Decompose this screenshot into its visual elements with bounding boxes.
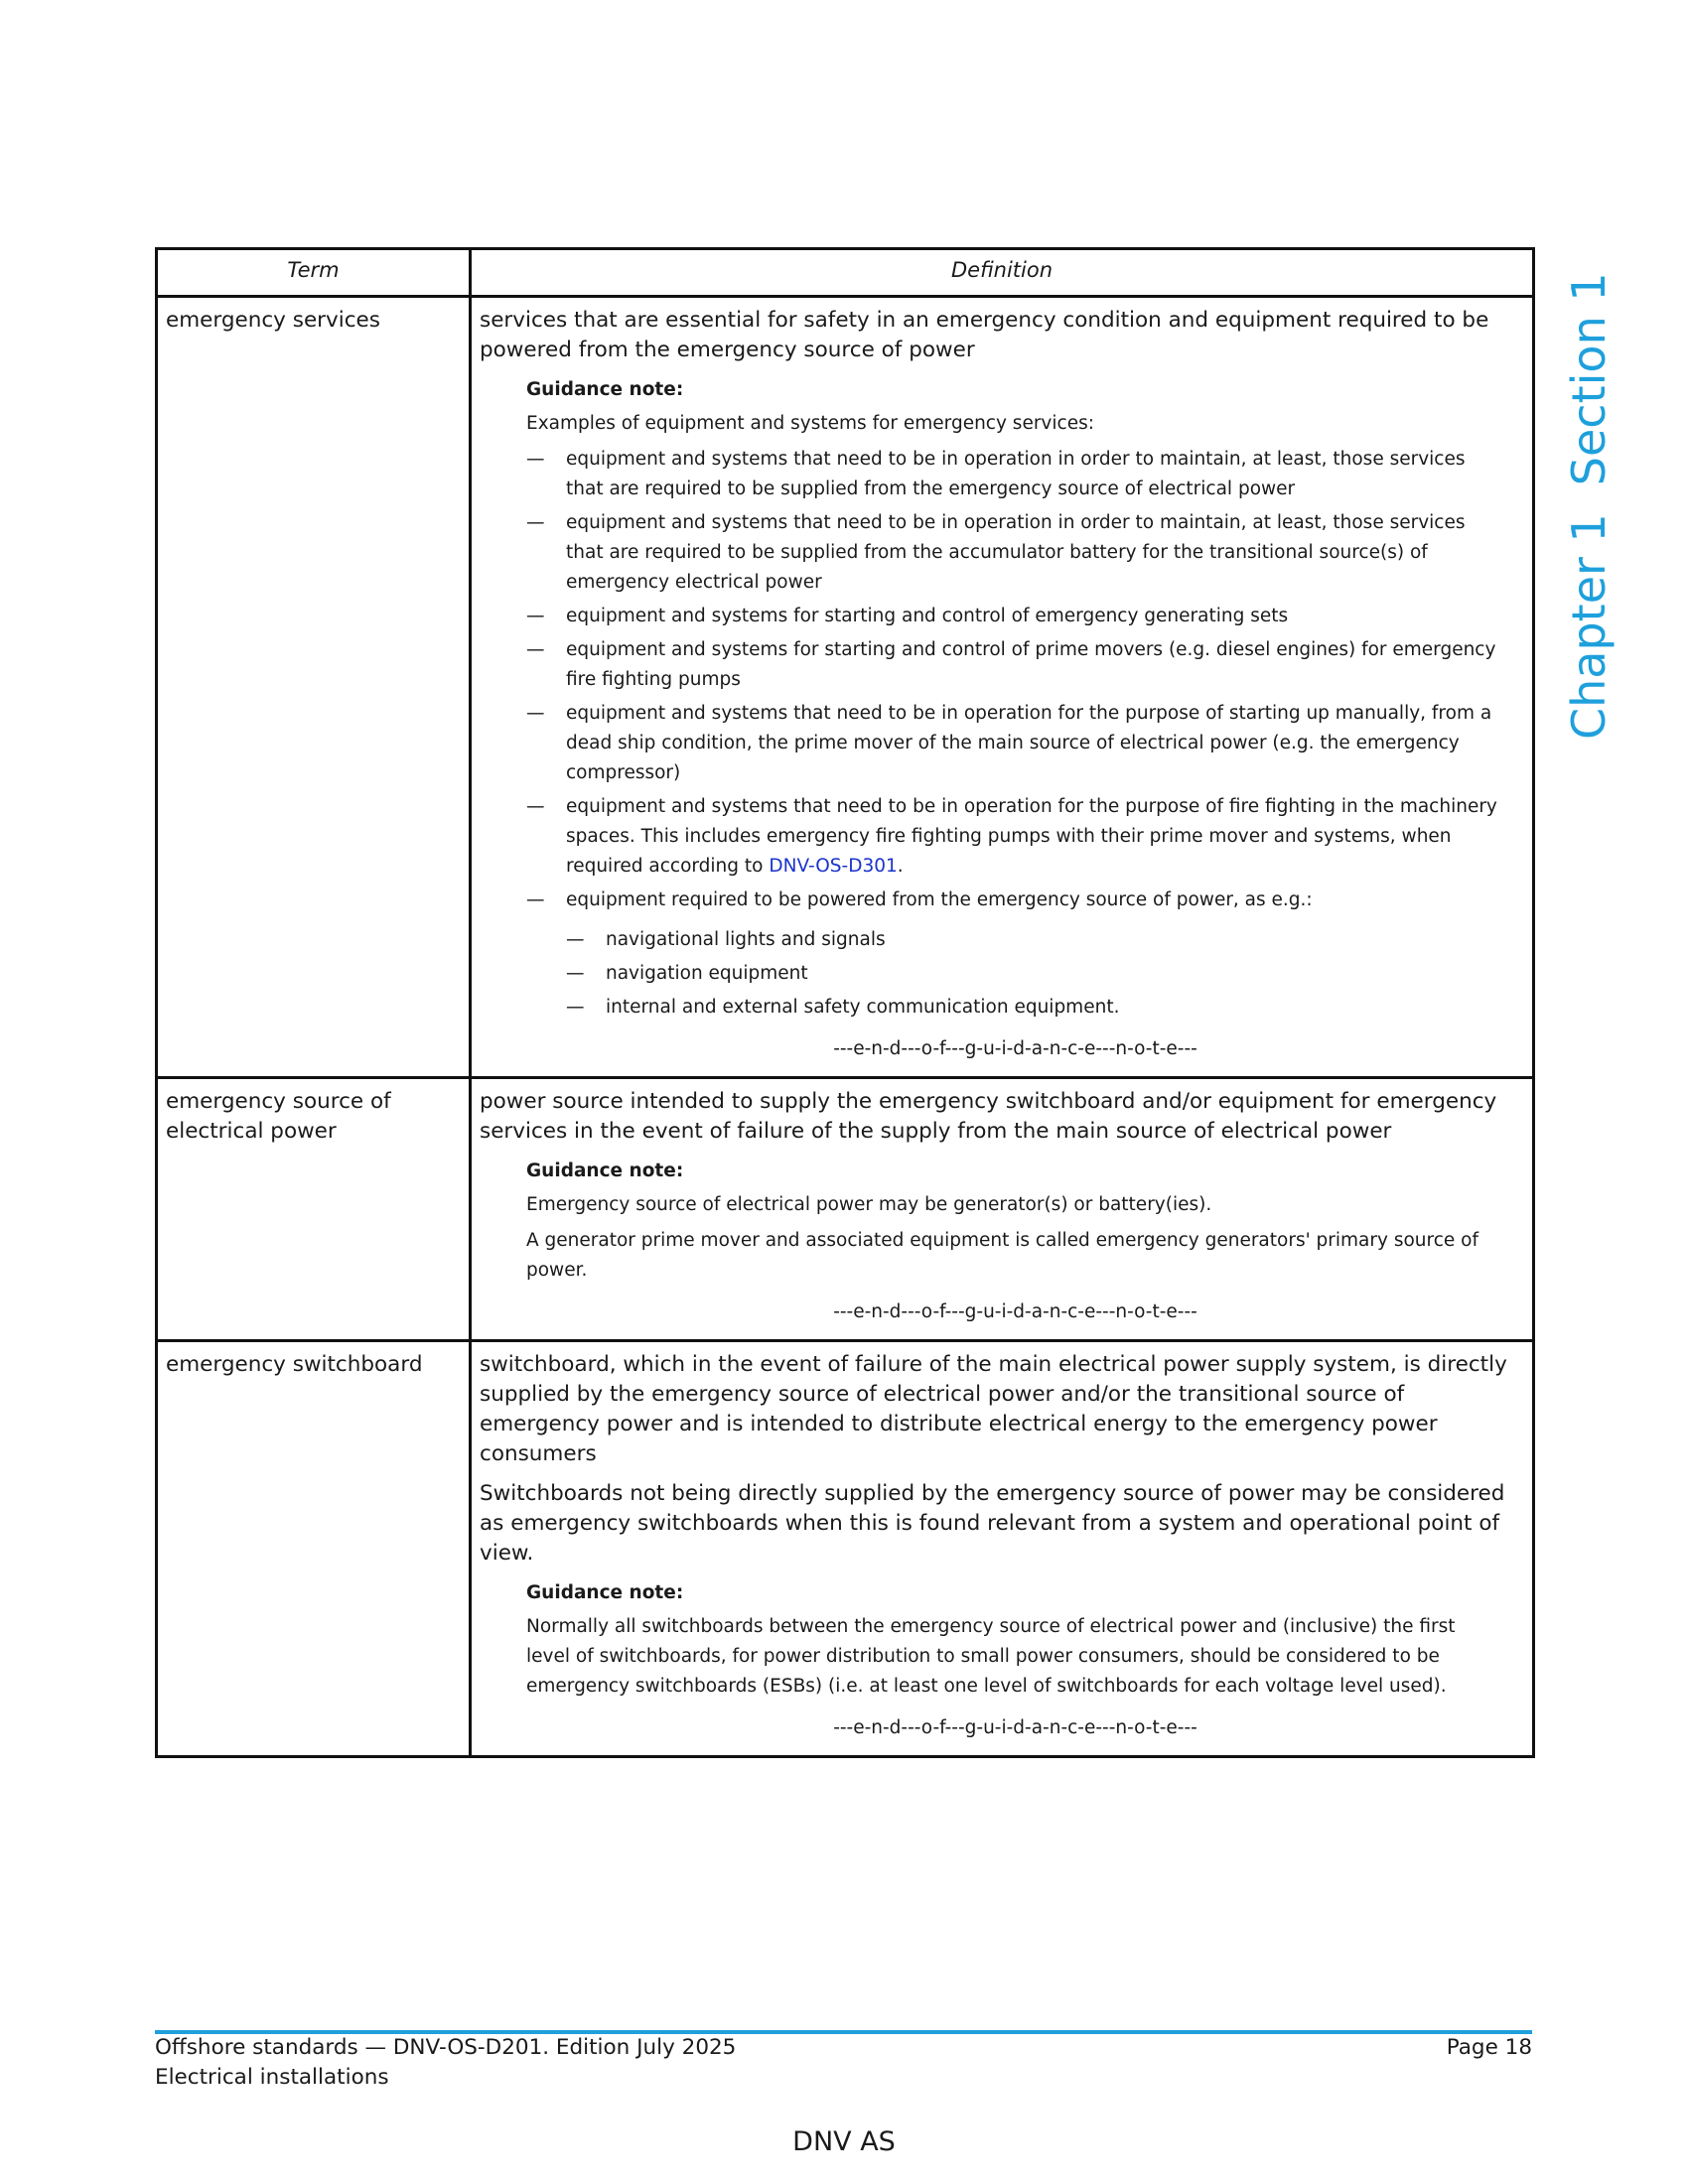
guidance-note: [526, 375, 1504, 1064]
term-cell: emergency source of electrical power: [157, 1078, 471, 1341]
guidance-sublist: [566, 925, 1504, 1023]
guidance-note: [526, 1578, 1504, 1743]
dnv-os-d301-link[interactable]: DNV-OS-D301: [769, 856, 898, 877]
guidance-title: Guidance note:: [526, 1160, 684, 1181]
footer-page-number: Page 18: [1446, 2035, 1532, 2060]
header-definition: Definition: [471, 249, 1534, 297]
header-term: Term: [157, 249, 471, 297]
guidance-end-marker: ---e-n-d---o-f---g-u-i-d-a-n-c-e---n-o-t-e---: [833, 1038, 1197, 1059]
term-cell: emergency services: [157, 297, 471, 1078]
sublist-item: — internal and external safety communication equipment.: [566, 993, 1504, 1023]
definition-cell: [471, 1078, 1534, 1341]
guidance-paragraph: Emergency source of electrical power may be generator(s) or battery(ies).: [526, 1194, 1212, 1215]
list-item: — equipment and systems that need to be in operation in order to maintain, at least, those services that are required to be supplied from the accumulator battery for the transitional source(s) of emergency electrical power: [526, 508, 1504, 598]
footer-subtitle: Electrical installations: [155, 2065, 389, 2090]
sublist-item: — navigational lights and signals: [566, 925, 1504, 955]
section-label: Section 1: [1562, 272, 1616, 486]
list-item-end: .: [897, 856, 904, 877]
term-cell: emergency switchboard: [157, 1341, 471, 1757]
list-item: — equipment and systems that need to be in operation for the purpose of starting up manually, from a dead ship condition, the prime mover of the main source of electrical power (e.g. the emergency compressor): [526, 699, 1504, 788]
footer-document-title: Offshore standards — DNV-OS-D201. Edition July 2025: [155, 2035, 737, 2060]
definition-cell: [471, 297, 1534, 1078]
table-row: [157, 297, 1534, 1078]
chapter-label: Chapter 1: [1562, 513, 1616, 740]
definition-text: power source intended to supply the emergency switchboard and/or equipment for emergency services in the event of failure of the supply from the main source of electrical power: [480, 1089, 1497, 1144]
list-item: — equipment and systems that need to be in operation in order to maintain, at least, those services that are required to be supplied from the emergency source of electrical power: [526, 445, 1504, 504]
sublist-item: — navigation equipment: [566, 959, 1504, 989]
guidance-end-marker: ---e-n-d---o-f---g-u-i-d-a-n-c-e---n-o-t-e---: [833, 1717, 1197, 1738]
guidance-paragraph: A generator prime mover and associated equipment is called emergency generators' primary source of power.: [526, 1230, 1478, 1281]
list-item: [526, 886, 1504, 1023]
guidance-intro: Examples of equipment and systems for emergency services:: [526, 413, 1094, 434]
list-item: [526, 792, 1504, 882]
guidance-note: [526, 1157, 1504, 1327]
definition-cell: [471, 1341, 1534, 1757]
definition-text-2: Switchboards not being directly supplied by the emergency source of power may be considered as emergency switchboards when this is found relevant from a system and operational point of view.: [480, 1481, 1505, 1566]
guidance-end-marker: ---e-n-d---o-f---g-u-i-d-a-n-c-e---n-o-t-e---: [833, 1301, 1197, 1322]
definitions-table: [155, 247, 1535, 1758]
definition-text: services that are essential for safety in an emergency condition and equipment required to be powered from the emergency source of power: [480, 308, 1489, 362]
guidance-title: Guidance note:: [526, 379, 684, 400]
publisher: DNV AS: [792, 2126, 896, 2157]
list-item: — equipment and systems for starting and control of emergency generating sets: [526, 602, 1504, 631]
list-item-text: equipment required to be powered from the emergency source of power, as e.g.:: [566, 889, 1313, 910]
guidance-list: [526, 445, 1504, 1023]
list-item-text: equipment and systems that need to be in operation for the purpose of fire fighting in the machinery spaces. This includes emergency fire fighting pumps with their prime mover and systems, when required according to: [566, 796, 1497, 877]
table-header-row: [157, 249, 1534, 297]
chapter-section-label: [1549, 263, 1628, 740]
table-row: [157, 1078, 1534, 1341]
footer-left: [155, 2033, 736, 2093]
definition-text: switchboard, which in the event of failure of the main electrical power supply system, is directly supplied by the emergency source of electrical power and/or the transitional source of emergency power and is intended to distribute electrical energy to the emergency power consumers: [480, 1352, 1507, 1466]
guidance-title: Guidance note:: [526, 1582, 684, 1603]
guidance-paragraph: Normally all switchboards between the emergency source of electrical power and (inclusive) the first level of switchboards, for power distribution to small power consumers, should be considered to be emergency switchboards (ESBs) (i.e. at least one level of switchboards for each voltage level used).: [526, 1616, 1456, 1697]
table-row: [157, 1341, 1534, 1757]
list-item: — equipment and systems for starting and control of prime movers (e.g. diesel engines) for emergency fire fighting pumps: [526, 635, 1504, 695]
